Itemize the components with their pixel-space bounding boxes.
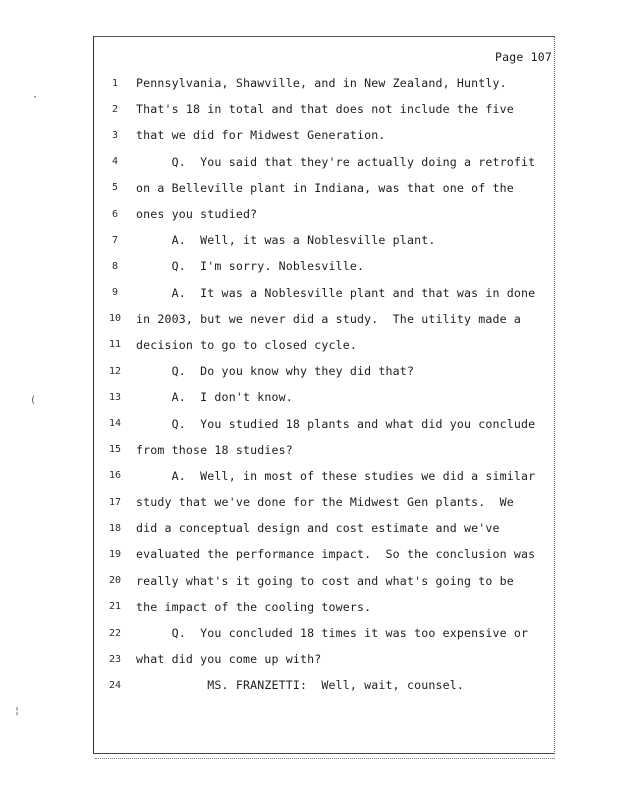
- line-text: the impact of the cooling towers.: [136, 599, 372, 614]
- transcript-line: [100, 175, 552, 201]
- line-text: Pennsylvania, Shawville, and in New Zealand, Huntly.: [136, 76, 507, 91]
- line-text: evaluated the performance impact. So the conclusion was: [136, 547, 536, 562]
- line-number: 17: [108, 496, 122, 508]
- line-number: 20: [108, 575, 122, 587]
- line-text: Q. Do you know why they did that?: [136, 364, 415, 379]
- line-text: in 2003, but we never did a study. The utility made a: [136, 311, 522, 326]
- line-text: That's 18 in total and that does not include the five: [136, 102, 514, 117]
- line-number: 21: [108, 601, 122, 613]
- transcript-line: [100, 568, 552, 594]
- line-number: 6: [111, 208, 119, 220]
- line-text: study that we've done for the Midwest Gen plants. We: [136, 495, 514, 510]
- transcript-line: [100, 672, 552, 698]
- line-text: A. It was a Noblesville plant and that was in done: [136, 285, 536, 300]
- line-text: A. Well, it was a Noblesville plant.: [136, 233, 436, 248]
- page-number: Page 107: [495, 50, 552, 64]
- transcript-line: [100, 253, 552, 279]
- line-text: really what's it going to cost and what's going to be: [136, 573, 514, 588]
- line-number: 14: [108, 418, 122, 430]
- margin-mark: (: [30, 395, 37, 406]
- transcript-lines: [100, 70, 552, 699]
- margin-mark: ·: [32, 92, 39, 103]
- transcript-line: [100, 463, 552, 489]
- line-number: 22: [108, 627, 122, 639]
- line-text: A. I don't know.: [136, 390, 293, 405]
- line-number: 16: [108, 470, 122, 482]
- line-number: 13: [108, 391, 122, 403]
- transcript-line: [100, 96, 552, 122]
- line-text: Q. You concluded 18 times it was too expensive or: [136, 626, 529, 641]
- transcript-line: [100, 620, 552, 646]
- line-number: 1: [111, 77, 119, 89]
- line-number: 7: [111, 234, 119, 246]
- transcript-line: [100, 332, 552, 358]
- line-text: Q. You said that they're actually doing a retrofit: [136, 154, 536, 169]
- transcript-line: [100, 122, 552, 148]
- line-text: on a Belleville plant in Indiana, was that one of the: [136, 180, 514, 195]
- transcript-line: [100, 201, 552, 227]
- line-text: Q. I'm sorry. Noblesville.: [136, 259, 365, 274]
- transcript-line: [100, 70, 552, 96]
- line-number: 2: [111, 103, 119, 115]
- transcript-line: [100, 646, 552, 672]
- line-number: 24: [108, 679, 122, 691]
- line-text: did a conceptual design and cost estimate and we've: [136, 521, 500, 536]
- line-text: ones you studied?: [136, 207, 258, 222]
- line-number: 11: [108, 339, 122, 351]
- line-number: 8: [111, 260, 119, 272]
- line-number: 15: [108, 444, 122, 456]
- line-number: 12: [108, 365, 122, 377]
- transcript-line: [100, 358, 552, 384]
- line-text: decision to go to closed cycle.: [136, 337, 358, 352]
- line-text: that we did for Midwest Generation.: [136, 128, 386, 143]
- line-number: 9: [111, 287, 119, 299]
- transcript-line: [100, 384, 552, 410]
- line-number: 5: [111, 182, 119, 194]
- line-number: 10: [108, 313, 122, 325]
- line-text: MS. FRANZETTI: Well, wait, counsel.: [136, 678, 464, 693]
- transcript-line: [100, 149, 552, 175]
- transcript-line: [100, 541, 552, 567]
- line-number: 18: [108, 522, 122, 534]
- line-text: Q. You studied 18 plants and what did you conclude: [136, 416, 536, 431]
- scan-edge-divider: [95, 758, 555, 761]
- transcript-line: [100, 306, 552, 332]
- line-number: 19: [108, 548, 122, 560]
- line-number: 23: [108, 653, 122, 665]
- line-text: from those 18 studies?: [136, 442, 293, 457]
- transcript-line: [100, 489, 552, 515]
- line-text: what did you come up with?: [136, 652, 322, 667]
- margin-mark: ¦: [14, 706, 21, 717]
- transcript-line: [100, 515, 552, 541]
- line-number: 4: [111, 156, 119, 168]
- transcript-line: [100, 594, 552, 620]
- line-number: 3: [111, 129, 119, 141]
- transcript-line: [100, 410, 552, 436]
- transcript-line: [100, 227, 552, 253]
- line-text: A. Well, in most of these studies we did a similar: [136, 468, 536, 483]
- transcript-line: [100, 280, 552, 306]
- transcript-line: [100, 437, 552, 463]
